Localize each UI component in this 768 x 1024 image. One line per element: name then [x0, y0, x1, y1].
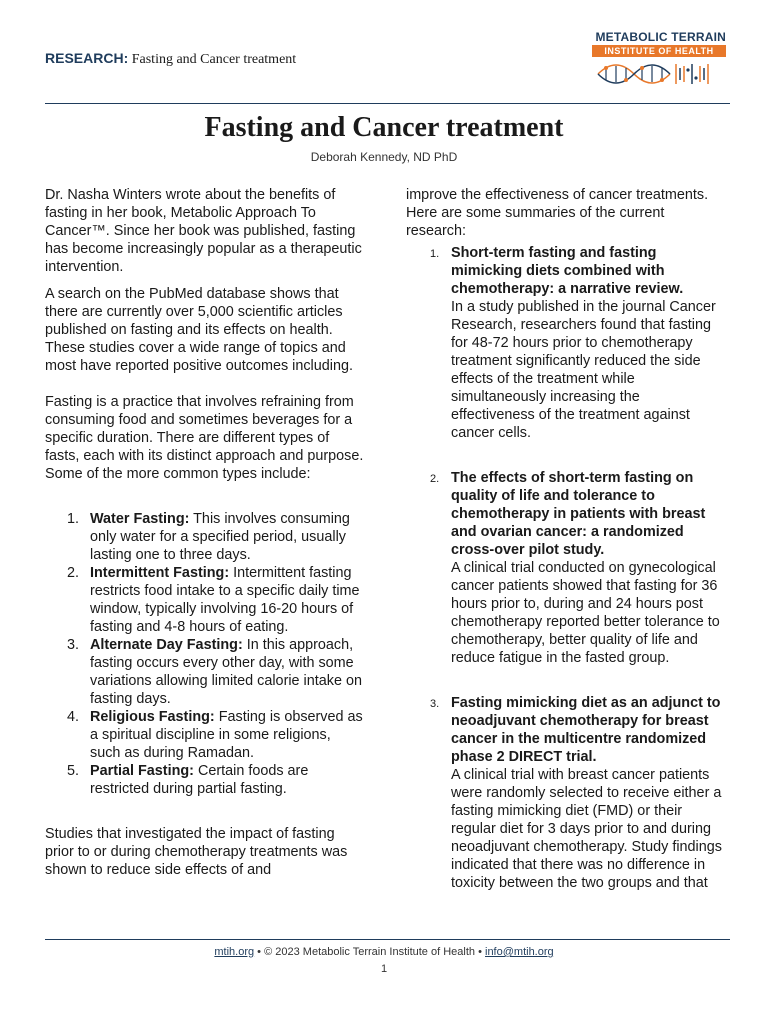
research-list	[406, 244, 726, 892]
study-summary: A clinical trial conducted on gynecological cancer patients showed that fasting for 36 hours prior to, during and 24 hours post chemotherapy reported better tolerance to chemotherapy, better quality of life and reduce fatigue in the fasted group.	[451, 560, 720, 666]
study-summary: In a study published in the journal Cancer Research, researchers found that fasting for 48-72 hours prior to chemotherapy treatment significantly reduced the side effects of the treatment while simultaneously increasing the effectiveness of the treatment against cancer cells.	[451, 299, 716, 441]
list-item: 3. Alternate Day Fasting: In this approach, fasting occurs every other day, with some variations allowing limited calorie intake on fasting days.	[67, 637, 362, 707]
footer-separator: •	[257, 946, 262, 958]
list-item: 5. Partial Fasting: Certain foods are restricted during partial fasting.	[67, 763, 309, 797]
list-item: 2. The effects of short-term fasting on quality of life and tolerance to chemotherapy in patients with breast and ovarian cancer: a randomized cross-over pilot study. A clinical trial conducted on gynecological cancer patients showed that fasting for 36 hours prior to, during and 24 hours post chemotherapy reported better tolerance to chemotherapy, better quality of life and reduce fatigue in the fasted group.	[406, 469, 726, 667]
header-label	[45, 50, 296, 68]
logo-title: METABOLIC TERRAIN	[595, 30, 726, 44]
paragraph-pubmed: A search on the PubMed database shows that there are currently over 5,000 scientific articles published on fasting and its effects on health. These studies cover a wide range of topics and most have reported positive outcomes including.	[45, 286, 353, 374]
paragraph-studies: Studies that investigated the impact of fasting prior to or during chemotherapy treatments was shown to reduce side effects of and	[45, 826, 348, 878]
page-title: Fasting and Cancer treatment	[204, 112, 564, 143]
fasting-types-list	[45, 510, 365, 798]
page-footer	[0, 946, 768, 958]
study-summary: A clinical trial with breast cancer patients were randomly selected to receive either a fasting mimicking diet (FMD) or their regular diet for 3 days prior to and during neoadjuvant chemotherapy. Study findings indicated that there was no difference in toxicity between the two groups and that	[451, 767, 722, 891]
paragraph-research-intro: improve the effectiveness of cancer treatments. Here are some summaries of the current research:	[406, 187, 709, 239]
author: Deborah Kennedy, ND PhD	[310, 150, 458, 164]
study-title: Short-term fasting and fasting mimicking diets combined with chemotherapy: a narrative review.	[451, 245, 684, 297]
study-title: Fasting mimicking diet as an adjunct to neoadjuvant chemotherapy for breast cancer in the multicentre randomized phase 2 DIRECT trial.	[451, 695, 721, 765]
list-item: 1. Short-term fasting and fasting mimicking diets combined with chemotherapy: a narrative review. In a study published in the journal Cancer Research, researchers found that fasting for 48-72 hours prior to chemotherapy treatment significantly reduced the side effects of the treatment while simultaneously increasing the effectiveness of the treatment against cancer cells.	[406, 244, 726, 442]
list-item: 3. Fasting mimicking diet as an adjunct to neoadjuvant chemotherapy for breast cancer in the multicentre randomized phase 2 DIRECT trial. A clinical trial with breast cancer patients were randomly selected to receive either a fasting mimicking diet (FMD) or their regular diet for 3 days prior to and during neoadjuvant chemotherapy. Study findings indicated that there was no difference in toxicity between the two groups and that	[406, 694, 726, 892]
left-column	[45, 186, 365, 888]
right-column	[406, 186, 726, 892]
list-item: 1. Water Fasting: This involves consuming only water for a specified period, usually lasting one to three days.	[67, 511, 350, 563]
header-divider	[45, 103, 730, 104]
logo	[590, 30, 726, 92]
page-number: 1	[380, 963, 388, 975]
paragraph-intro: Dr. Nasha Winters wrote about the benefits of fasting in her book, Metabolic Approach To Cancer™. Since her book was published, fasting has become increasingly popular as a therapeutic intervention.	[45, 187, 362, 275]
dna-icon	[596, 60, 714, 88]
footer-copyright: © 2023 Metabolic Terrain Institute of Health	[264, 946, 476, 958]
list-item: 2. Intermittent Fasting: Intermittent fasting restricts food intake to a specific daily time window, typically involving 16-20 hours of fasting and 4-8 hours of eating.	[67, 565, 360, 635]
page-header	[45, 30, 730, 102]
footer-divider	[45, 939, 730, 940]
email-link[interactable]: info@mtih.org	[485, 946, 554, 958]
study-title: The effects of short-term fasting on quality of life and tolerance to chemotherapy in patients with breast and ovarian cancer: a randomized cross-over pilot study.	[451, 470, 706, 558]
list-item: 4. Religious Fasting: Fasting is observed as a spiritual discipline in some religions, such as during Ramadan.	[67, 709, 363, 761]
paragraph-fasting-definition: Fasting is a practice that involves refraining from consuming food and sometimes beverages for a specific duration. There are different types of fasts, each with its distinct approach and purpose. Some of the more common types include:	[45, 394, 364, 482]
website-link[interactable]: mtih.org	[214, 946, 255, 958]
footer-separator: •	[478, 946, 482, 958]
logo-subtitle: INSTITUTE OF HEALTH	[592, 45, 726, 57]
header-kicker: RESEARCH:	[45, 50, 129, 66]
header-topic: Fasting and Cancer treatment	[131, 52, 297, 67]
